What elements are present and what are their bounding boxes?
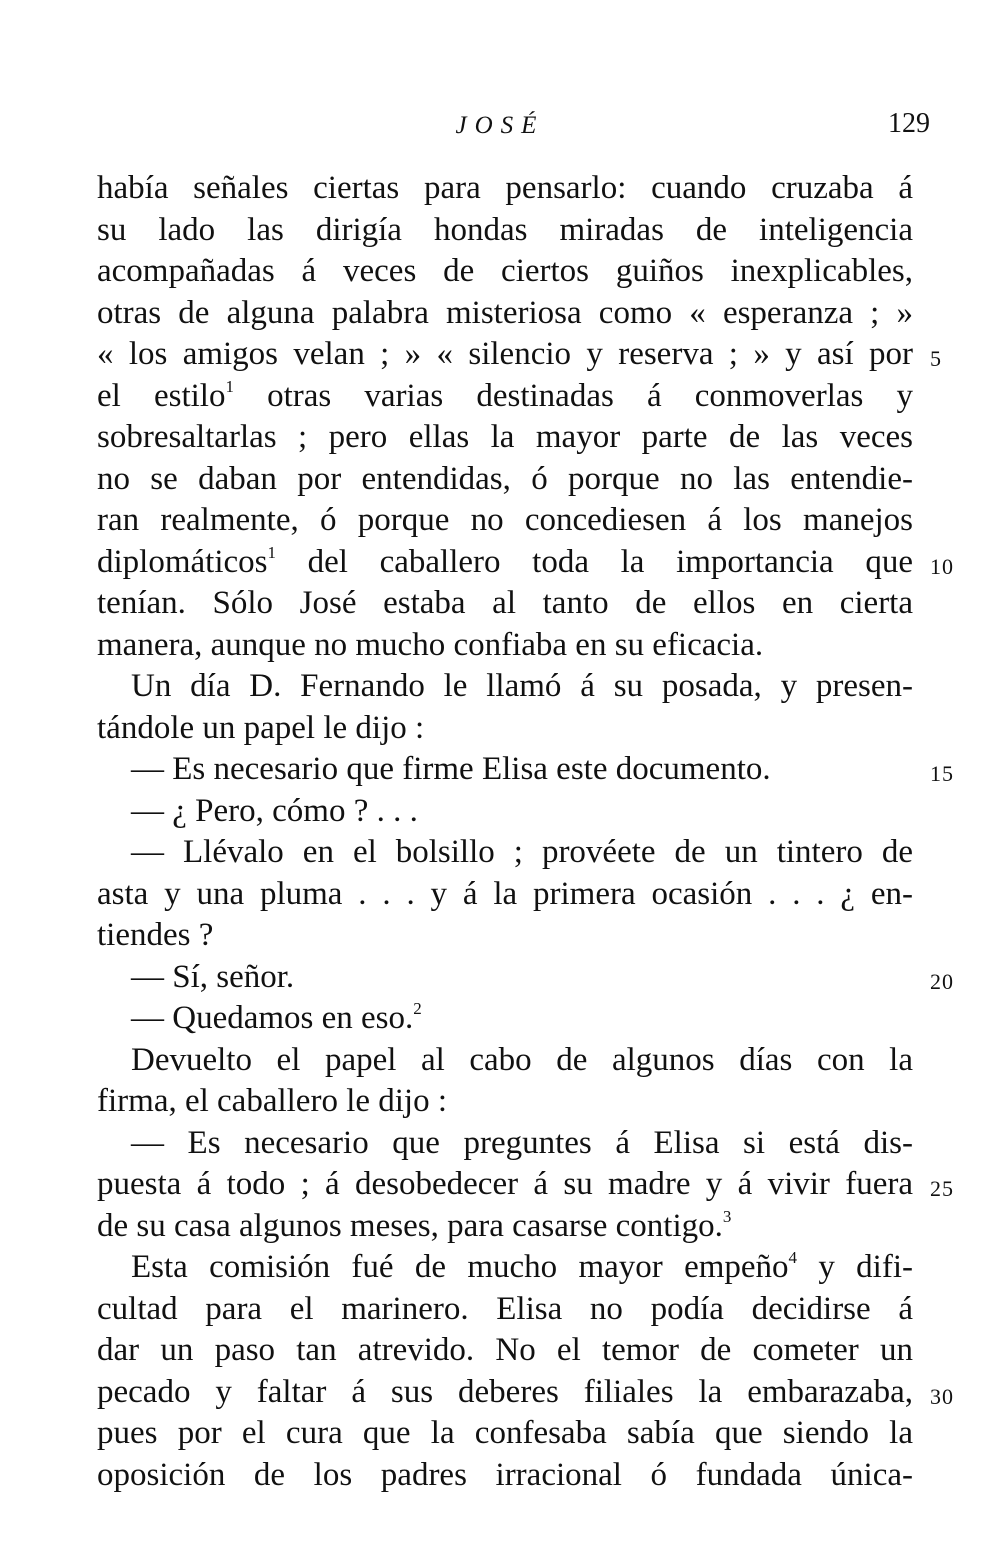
- text-line: [97, 1040, 913, 1082]
- text-line: [97, 1330, 913, 1372]
- text-line: [97, 1413, 913, 1455]
- line-text: asta y una pluma . . . y á la primera ocasión . . . ¿ en-: [97, 875, 913, 912]
- line-text: de su casa algunos meses, para casarse contigo.: [97, 1207, 723, 1244]
- text-line: [97, 251, 913, 293]
- line-text: Esta comisión fué de mucho mayor empeño: [131, 1249, 789, 1285]
- text-line: [97, 998, 913, 1040]
- running-head-title: JOSÉ: [455, 112, 545, 139]
- text-line: [97, 749, 954, 791]
- line-text: ran realmente, ó porque no concediesen á los manejos: [97, 502, 913, 538]
- line-number: 5: [930, 346, 942, 371]
- line-text: — Es necesario que preguntes á Elisa si está dis-: [131, 1124, 913, 1161]
- line-text: tiendes ?: [97, 917, 214, 953]
- line-number: 30: [930, 1383, 954, 1409]
- text-line: [97, 459, 913, 501]
- text-line: [97, 1123, 913, 1165]
- line-text: Devuelto el papel al cabo de algunos días con la: [131, 1041, 913, 1078]
- footnote-marker: 1: [267, 542, 276, 562]
- line-text: tándole un papel le dijo :: [97, 709, 425, 746]
- line-text: cultad para el marinero. Elisa no podía decidirse á: [97, 1290, 913, 1327]
- line-number: 25: [930, 1176, 954, 1201]
- line-text: — ¿ Pero, cómo ? . . .: [131, 792, 418, 829]
- line-text: — Es necesario que firme Elisa este documento.: [131, 751, 771, 787]
- text-line: [97, 168, 913, 210]
- text-line: [97, 542, 954, 584]
- text-line: [97, 583, 913, 625]
- text-line: [97, 1164, 954, 1206]
- body-text: [97, 168, 954, 1496]
- text-line: [97, 500, 913, 542]
- text-line: [97, 625, 913, 667]
- text-line: [97, 1206, 913, 1248]
- line-text: firma, el caballero le dijo :: [97, 1083, 448, 1119]
- line-text: diplomáticos: [97, 543, 268, 580]
- line-text: pues por el cura que la confesaba sabía que siendo la: [97, 1415, 913, 1451]
- text-line: [97, 957, 954, 999]
- text-line: [97, 708, 913, 750]
- line-text: — Quedamos en eso.: [131, 1000, 414, 1036]
- line-text: acompañadas á veces de ciertos guiños inexplicables,: [97, 253, 913, 289]
- line-text: otras varias destinadas á conmoverlas y: [233, 377, 913, 414]
- text-line: [97, 293, 913, 335]
- line-number: 20: [930, 968, 954, 994]
- line-number: 10: [930, 553, 954, 579]
- text-line: [97, 1247, 913, 1289]
- line-text: y difi-: [797, 1249, 913, 1285]
- line-text: Un día D. Fernando le llamó á su posada, y presen-: [131, 668, 913, 704]
- text-line: [97, 334, 942, 376]
- line-text: manera, aunque no mucho confiaba en su eficacia.: [97, 626, 764, 663]
- line-text: — Llévalo en el bolsillo ; provéete de un tintero de: [131, 834, 913, 870]
- line-text: pecado y faltar á sus deberes filiales la embarazaba,: [97, 1373, 913, 1410]
- line-text: dar un paso tan atrevido. No el temor de cometer un: [97, 1332, 913, 1368]
- text-line: [97, 666, 913, 708]
- line-text: tenían. Sólo José estaba al tanto de ellos en cierta: [97, 585, 913, 621]
- line-text: « los amigos velan ; » « silencio y reserva ; » y así por: [97, 336, 913, 372]
- text-line: [97, 1289, 913, 1331]
- text-line: [97, 915, 913, 957]
- line-text: sobresaltarlas ; pero ellas la mayor parte de las veces: [97, 419, 913, 455]
- line-text: otras de alguna palabra misteriosa como « esperanza ; »: [97, 294, 913, 331]
- line-number: 15: [930, 761, 954, 786]
- text-line: [97, 210, 913, 252]
- text-line: [97, 832, 913, 874]
- text-line: [97, 376, 913, 418]
- line-text: no se daban por entendidas, ó porque no las entendie-: [97, 460, 913, 497]
- text-line: [97, 1455, 913, 1497]
- line-text: su lado las dirigía hondas miradas de inteligencia: [97, 211, 913, 248]
- line-text: puesta á todo ; á desobedecer á su madre y á vivir fuera: [97, 1166, 913, 1202]
- text-line: [97, 874, 913, 916]
- footnote-marker: 2: [413, 999, 422, 1018]
- footnote-marker: 1: [225, 376, 234, 396]
- line-text: del caballero toda la importancia que: [275, 543, 913, 580]
- footnote-marker: 3: [722, 1206, 732, 1226]
- line-text: el estilo: [97, 377, 226, 414]
- footnote-marker: 4: [788, 1248, 798, 1267]
- line-text: había señales ciertas para pensarlo: cuando cruzaba á: [97, 170, 913, 206]
- line-text: oposición de los padres irracional ó fundada única-: [97, 1456, 913, 1493]
- text-line: [97, 791, 913, 833]
- page-number: 129: [888, 108, 930, 139]
- text-line: [97, 1372, 954, 1414]
- text-line: [97, 1081, 913, 1123]
- line-text: — Sí, señor.: [131, 958, 295, 995]
- text-line: [97, 417, 913, 459]
